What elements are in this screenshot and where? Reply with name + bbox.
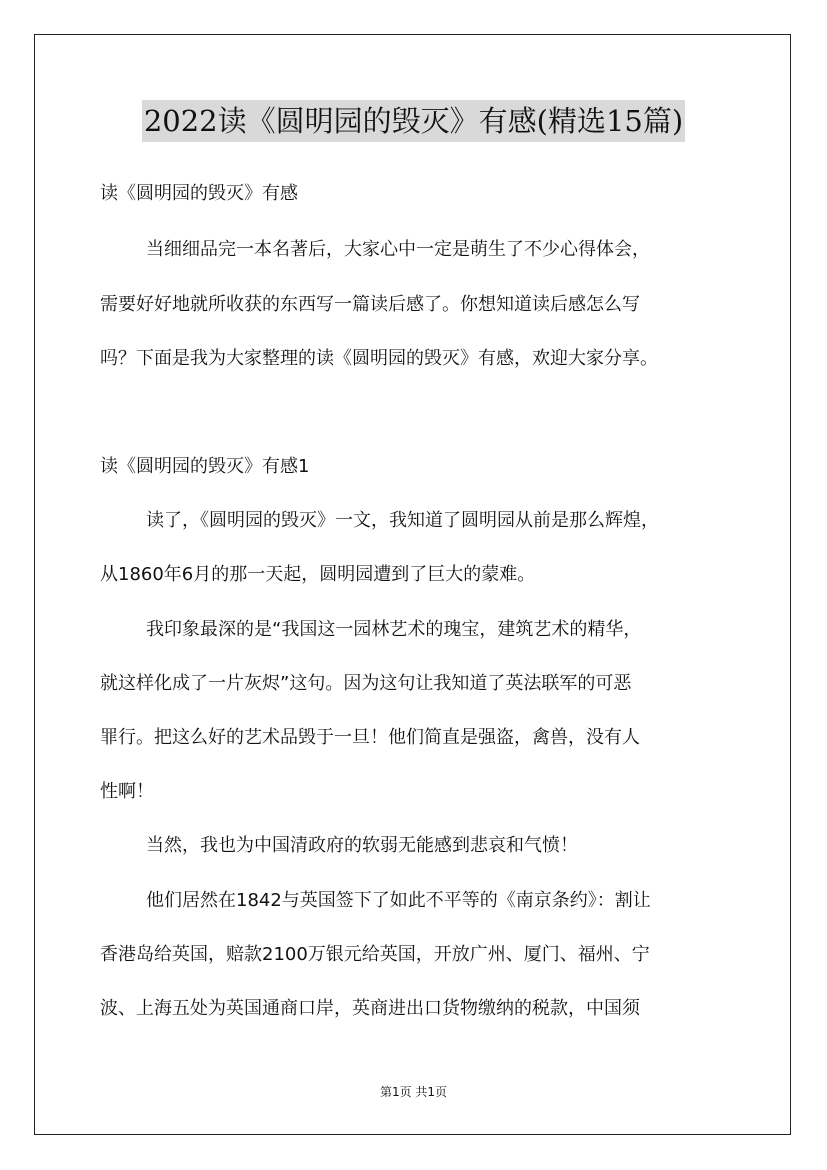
body-line-8: 他们居然在1842与英国签下了如此不平等的《南京条约》：割让: [146, 890, 651, 911]
subtitle: 读《圆明园的毁灭》有感: [100, 183, 298, 204]
body-line-7: 当然，我也为中国清政府的软弱无能感到悲哀和气愤！: [146, 835, 578, 856]
body-line-5: 罪行。把这么好的艺术品毁于一旦！他们简直是强盗，禽兽，没有人: [100, 727, 640, 748]
body-line-4: 就这样化成了一片灰烬”这句。因为这句让我知道了英法联军的可恶: [100, 673, 632, 694]
section-heading: 读《圆明园的毁灭》有感1: [100, 456, 310, 477]
body-line-2: 从1860年6月的那一天起，圆明园遭到了巨大的蒙难。: [100, 564, 536, 585]
body-line-1: 读了，《圆明园的毁灭》一文，我知道了圆明园从前是那么辉煌，: [146, 510, 659, 531]
body-line-10: 波、上海五处为英国通商口岸，英商进出口货物缴纳的税款，中国须: [100, 998, 640, 1019]
intro-line-1: 当细细品完一本名著后，大家心中一定是萌生了不少心得体会，: [146, 239, 650, 260]
document-title: 2022读《圆明园的毁灭》有感(精选15篇): [142, 100, 685, 142]
body-line-3: 我印象最深的是“我国这一园林艺术的瑰宝，建筑艺术的精华，: [146, 619, 642, 640]
page-footer: 第1页 共1页: [379, 1085, 448, 1099]
intro-line-3: 吗？下面是我为大家整理的读《圆明园的毁灭》有感，欢迎大家分享。: [100, 348, 658, 369]
body-line-9: 香港岛给英国，赔款2100万银元给英国，开放广州、厦门、福州、宁: [100, 944, 650, 965]
title-container: [0, 100, 827, 142]
intro-line-2: 需要好好地就所收获的东西写一篇读后感了。你想知道读后感怎么写: [100, 294, 640, 315]
body-line-6: 性啊！: [100, 781, 154, 802]
